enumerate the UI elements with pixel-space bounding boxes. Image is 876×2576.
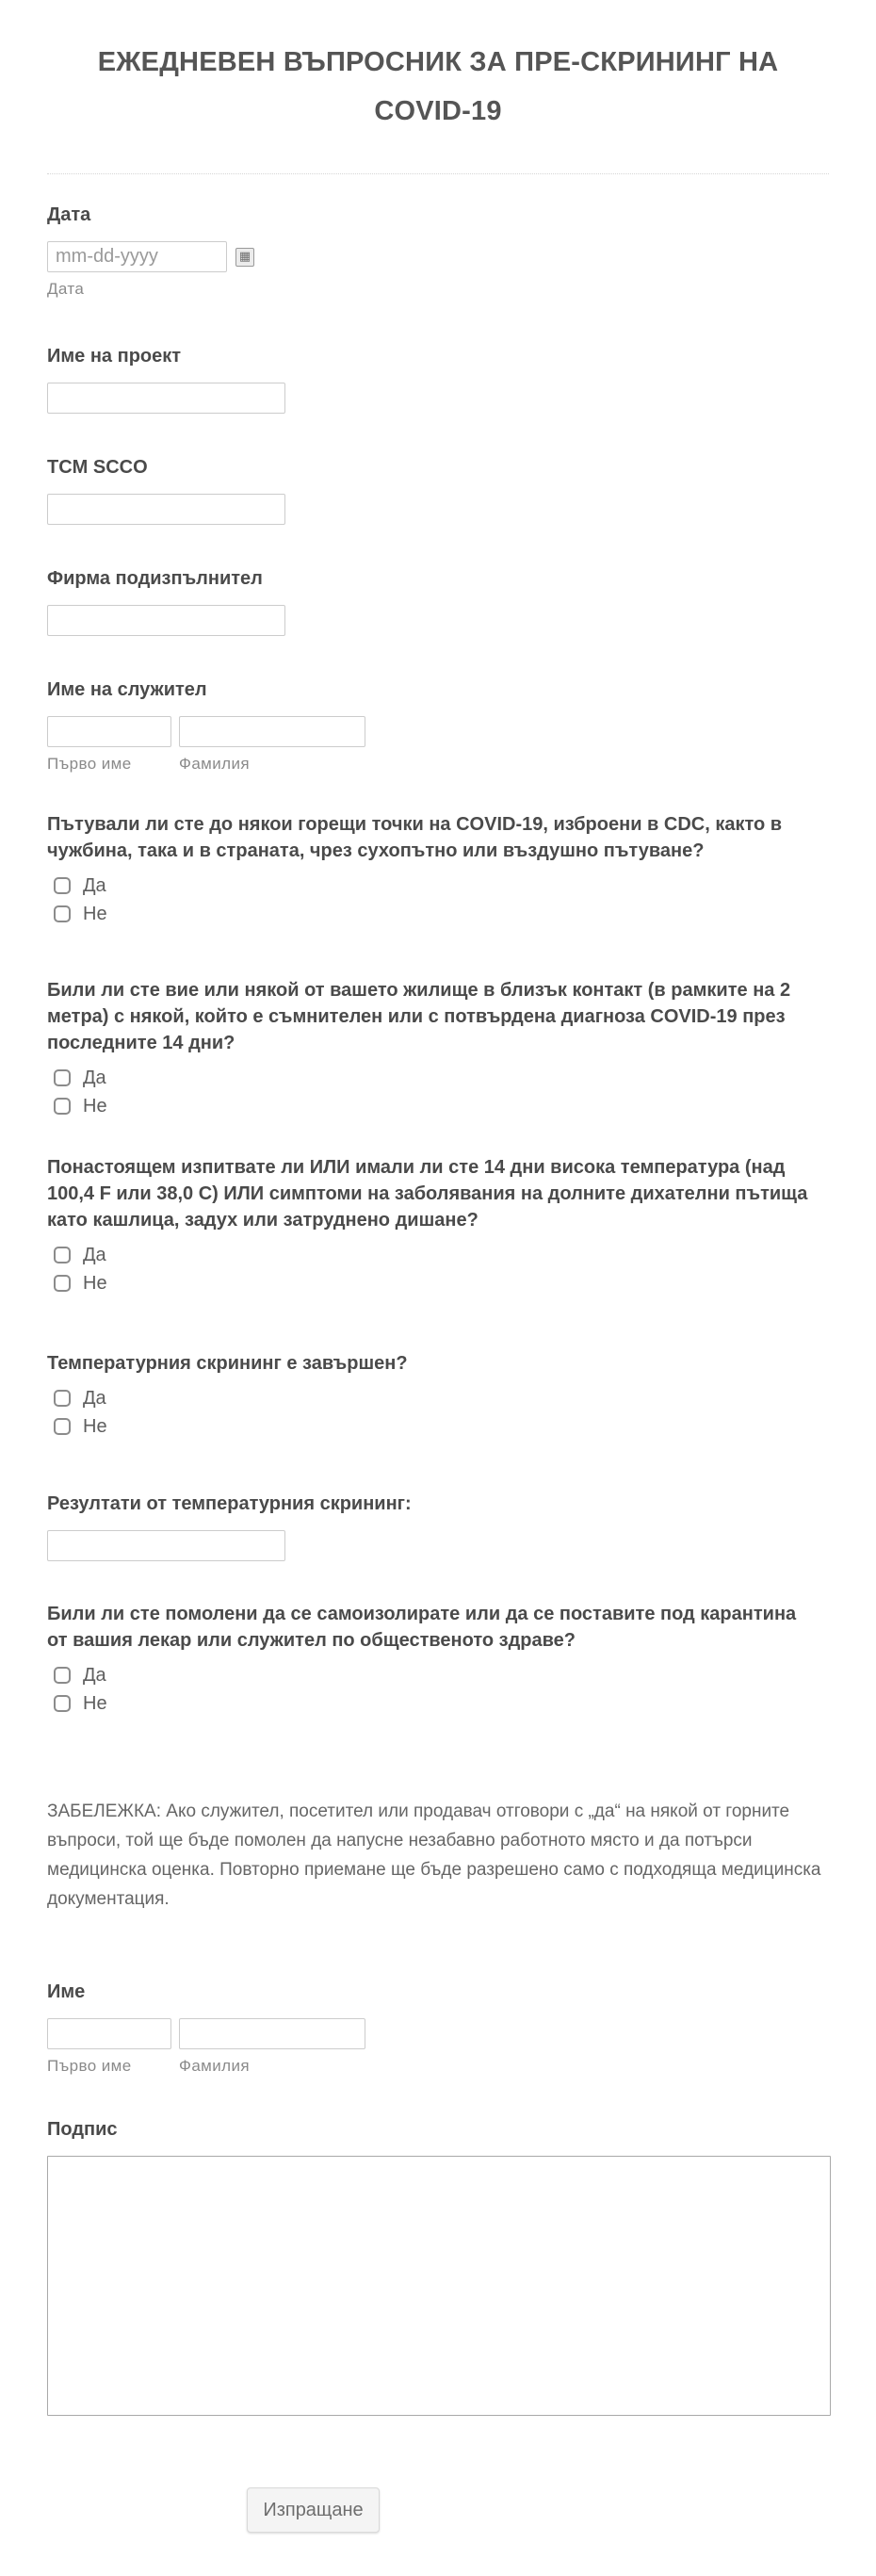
question-symptoms: [47, 1154, 829, 1292]
question-close-contact-option-yes[interactable]: [54, 1069, 829, 1086]
question-close-contact-option-no[interactable]: [54, 1098, 829, 1115]
checkbox-icon[interactable]: [54, 1275, 71, 1292]
temp-results-input[interactable]: [47, 1530, 285, 1561]
note-text: ЗАБЕЛЕЖКА: Ако служител, посетител или продавач отговори с „да“ на някой от горните въпроси, той ще бъде помолен да напусне незабавно работното място и да потърси медицинска оценка. Повторно приемане ще бъде разрешено само с подходяща медицинска документация.: [47, 1802, 821, 1909]
page-title: ЕЖЕДНЕВЕН ВЪПРОСНИК ЗА ПРЕ-СКРИНИНГ НА COVID-19: [97, 47, 779, 126]
question-quarantine-option-yes[interactable]: [54, 1667, 829, 1684]
option-label-yes: Да: [83, 1388, 106, 1409]
name-field: [47, 1981, 829, 2076]
signature-field: [47, 2119, 829, 2416]
project-name-label: Име на проект: [47, 346, 182, 367]
signature-label: Подпис: [47, 2119, 118, 2140]
question-quarantine: [47, 1601, 829, 1712]
option-label-yes: Да: [83, 1665, 106, 1686]
name-label: Име: [47, 1981, 86, 2002]
calendar-button[interactable]: [235, 248, 254, 267]
question-travel-option-no[interactable]: [54, 905, 829, 922]
project-name-input[interactable]: [47, 383, 285, 414]
question-quarantine-label: Били ли сте помолени да се самоизолирате или да се поставите под карантина от вашия лекар или служител по общественото здраве?: [47, 1604, 797, 1651]
date-label: Дата: [47, 204, 91, 225]
checkbox-icon[interactable]: [54, 1390, 71, 1407]
question-symptoms-option-no[interactable]: [54, 1275, 829, 1292]
checkbox-icon[interactable]: [54, 1695, 71, 1712]
calendar-icon: ▦: [238, 250, 251, 264]
employee-name-label: Име на служител: [47, 679, 207, 700]
tcm-scco-field: [47, 457, 829, 525]
question-close-contact-label: Били ли сте вие или някой от вашето жилище в близък контакт (в рамките на 2 метра) с някой, който е съмнителен или с потвърдена диагноза COVID-19 през последните 14 дни?: [47, 980, 791, 1053]
option-label-yes: Да: [83, 1068, 106, 1088]
checkbox-icon[interactable]: [54, 1098, 71, 1115]
checkbox-icon[interactable]: [54, 1418, 71, 1435]
question-temp-screening-done-option-no[interactable]: [54, 1418, 829, 1435]
employee-first-name-sublabel: Първо име: [47, 755, 132, 773]
question-travel-label: Пътували ли сте до някои горещи точки на COVID-19, изброени в CDC, както в чужбина, така и в страната, чрез сухопътно или въздушно пътуване?: [47, 814, 783, 861]
option-label-no: Не: [83, 1693, 107, 1714]
employee-name-field: [47, 679, 829, 774]
submit-area: [47, 2487, 829, 2533]
question-symptoms-option-yes[interactable]: [54, 1247, 829, 1264]
option-label-yes: Да: [83, 875, 106, 896]
submit-button[interactable]: Изпращане: [247, 2487, 380, 2533]
tcm-scco-label: TCM SCCO: [47, 457, 148, 478]
question-symptoms-label: Понастоящем изпитвате ли ИЛИ имали ли сте 14 дни висока температура (над 100,4 F или 38,0 C) ИЛИ симптоми на заболявания на долните дихателни пътища като кашлица, задух или затруднено дишане?: [47, 1157, 808, 1231]
option-label-no: Не: [83, 904, 107, 924]
divider: [47, 173, 829, 174]
last-name-input[interactable]: [179, 2018, 365, 2049]
checkbox-icon[interactable]: [54, 1247, 71, 1264]
subcontractor-field: [47, 568, 829, 636]
signature-textarea[interactable]: [47, 2156, 831, 2416]
option-label-no: Не: [83, 1273, 107, 1294]
question-close-contact: [47, 977, 829, 1115]
last-name-sublabel: Фамилия: [179, 2057, 250, 2075]
question-temp-screening-done-option-yes[interactable]: [54, 1390, 829, 1407]
checkbox-icon[interactable]: [54, 1069, 71, 1086]
temp-results-field: [47, 1493, 829, 1561]
question-temp-screening-done: [47, 1350, 829, 1435]
option-label-no: Не: [83, 1096, 107, 1117]
checkbox-icon[interactable]: [54, 1667, 71, 1684]
employee-last-name-input[interactable]: [179, 716, 365, 747]
date-field: [47, 204, 829, 299]
question-quarantine-option-no[interactable]: [54, 1695, 829, 1712]
checkbox-icon[interactable]: [54, 877, 71, 894]
tcm-scco-input[interactable]: [47, 494, 285, 525]
question-travel: [47, 811, 829, 922]
subcontractor-label: Фирма подизпълнител: [47, 568, 263, 589]
option-label-no: Не: [83, 1416, 107, 1437]
subcontractor-input[interactable]: [47, 605, 285, 636]
question-travel-option-yes[interactable]: [54, 877, 829, 894]
first-name-input[interactable]: [47, 2018, 171, 2049]
temp-results-label: Резултати от температурния скрининг:: [47, 1493, 412, 1514]
option-label-yes: Да: [83, 1245, 106, 1265]
date-sublabel: Дата: [47, 280, 85, 298]
date-input[interactable]: [47, 241, 227, 272]
question-temp-screening-done-label: Температурния скрининг е завършен?: [47, 1353, 408, 1374]
checkbox-icon[interactable]: [54, 905, 71, 922]
employee-first-name-input[interactable]: [47, 716, 171, 747]
first-name-sublabel: Първо име: [47, 2057, 132, 2075]
employee-last-name-sublabel: Фамилия: [179, 755, 250, 773]
project-name-field: [47, 346, 829, 414]
